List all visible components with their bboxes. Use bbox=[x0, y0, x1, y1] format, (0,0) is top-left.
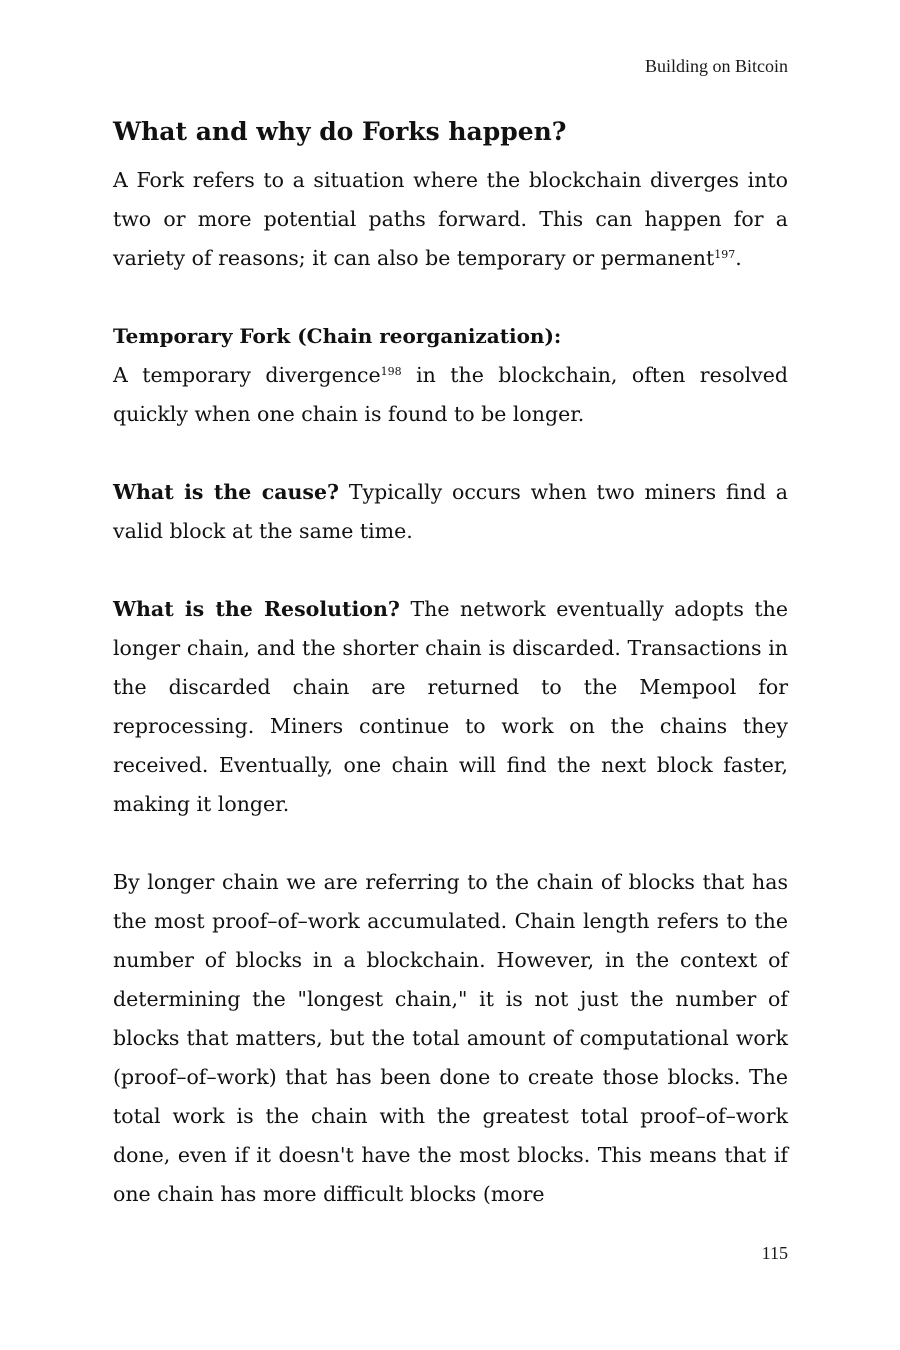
longer-chain-paragraph: By longer chain we are referring to the chain of blocks that has the most proof–of–work accumulated. Chain length refers to the number of blocks in a blockchain. However, in the context of determining the "longest chain," it is not just the number of blocks that matters, but the total amount of computational work (proof–of–work) that has been done to create those blocks. The total work is the chain with the greatest total proof–of–work done, even if it doesn't have the most blocks. This means that if one chain has more difficult blocks (more bbox=[113, 869, 788, 1206]
cause-paragraph bbox=[113, 473, 788, 551]
intro-paragraph bbox=[113, 161, 788, 278]
resolution-text: The network eventually adopts the longer chain, and the shorter chain is discarded. Transactions in the discarded chain are returned to the Mempool for reprocessing. Miners continue to work on the chains they received. Eventually, one chain will find the next block faster, making it longer. bbox=[113, 596, 788, 816]
section-heading: What and why do Forks happen? bbox=[113, 117, 567, 146]
page-number: 115 bbox=[761, 1243, 788, 1263]
intro-end: . bbox=[735, 245, 742, 270]
resolution-label: What is the Resolution? bbox=[113, 596, 400, 621]
temporary-fork-text-a: A temporary divergence bbox=[113, 362, 381, 387]
resolution-paragraph bbox=[113, 590, 788, 824]
temporary-fork-text-b: in the blockchain, often resolved quickly when one chain is found to be longer. bbox=[113, 362, 788, 426]
cause-text: Typically occurs when two miners find a valid block at the same time. bbox=[113, 479, 788, 543]
footnote-ref-198[interactable]: 198 bbox=[380, 364, 402, 378]
temporary-fork-paragraph bbox=[113, 356, 788, 434]
temporary-fork-heading: Temporary Fork (Chain reorganization): bbox=[113, 323, 562, 348]
intro-text: A Fork refers to a situation where the blockchain diverges into two or more potential paths forward. This can happen for a variety of reasons; it can also be temporary or permanent bbox=[113, 167, 788, 270]
page-content bbox=[113, 116, 788, 1214]
cause-label: What is the cause? bbox=[113, 479, 340, 504]
running-header: Building on Bitcoin bbox=[644, 56, 788, 76]
footnote-ref-197[interactable]: 197 bbox=[714, 247, 736, 261]
